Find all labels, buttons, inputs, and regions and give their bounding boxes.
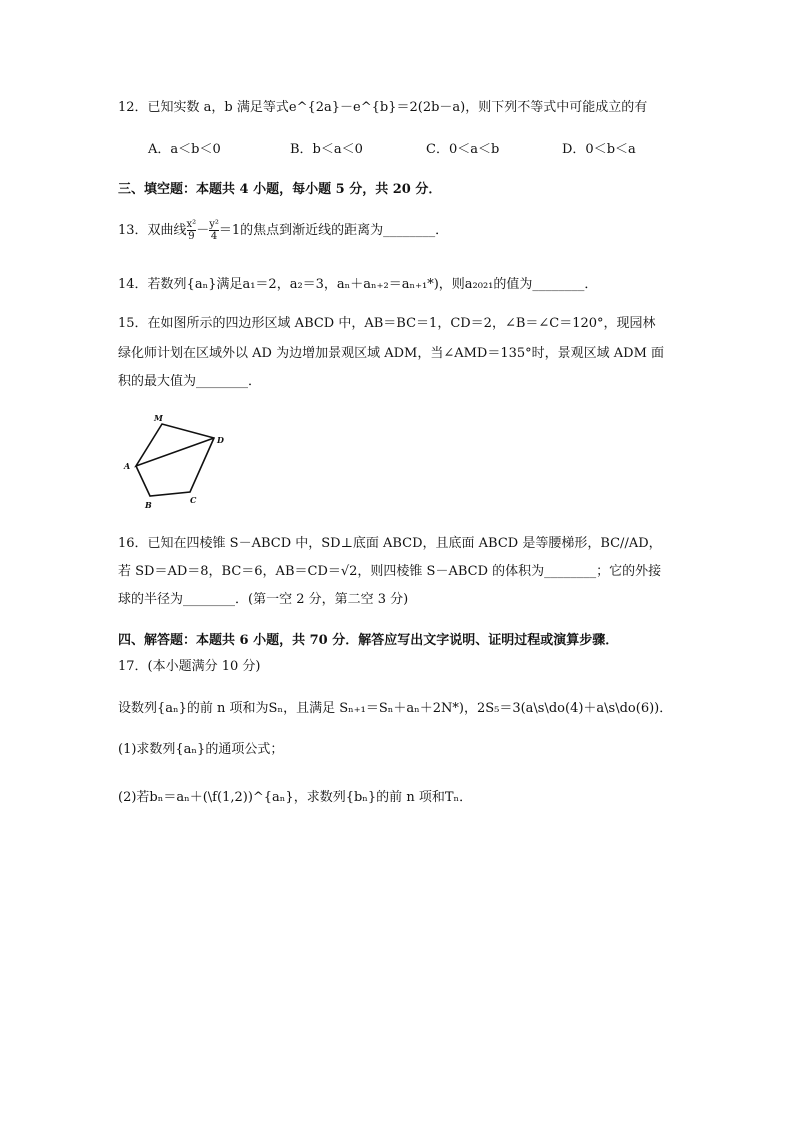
label-b: B — [145, 500, 152, 510]
q12-option-d: D．0＜b＜a — [562, 142, 636, 157]
q13-frac1-den: 9 — [188, 231, 195, 242]
q12-option-b: B．b＜a＜0 — [290, 142, 363, 157]
q13-prefix: 13．双曲线 — [118, 223, 187, 238]
q17-part2: (2)若bₙ＝aₙ＋(\f(1,2))^{aₙ}，求数列{bₙ}的前 n 项和Tₙ． — [118, 790, 473, 805]
q17-stem: 设数列{aₙ}的前 n 项和为Sₙ，且满足 Sₙ₊₁＝Sₙ＋aₙ＋2N*)，2S₅＝3(a\s\do(4)＋a\s\do(6))． — [118, 701, 673, 716]
q13-frac2-den: 4 — [210, 231, 218, 242]
q12-stem: 12．已知实数 a，b 满足等式e^{2a}－e^{b}＝2(2b－a)，则下列不等式中可能成立的有 — [118, 100, 648, 115]
quadrilateral-figure — [118, 410, 238, 516]
figure-edges — [136, 424, 214, 496]
section-fill-in-header: 三、填空题：本题共 4 小题，每小题 5 分，共 20 分． — [118, 182, 442, 197]
q17-header: 17．(本小题满分 10 分) — [118, 659, 261, 674]
q13-frac2-num: y² — [209, 219, 219, 230]
q13-fraction-x — [187, 219, 197, 242]
q13-fraction-y — [209, 219, 219, 242]
q15-line-1: 15．在如图所示的四边形区域 ABCD 中，AB＝BC＝1，CD＝2，∠B＝∠C＝120°，现园林 — [118, 316, 656, 331]
q16-line-2: 若 SD＝AD＝8，BC＝6，AB＝CD＝√2，则四棱锥 S－ABCD 的体积为________；它的外接 — [118, 564, 662, 579]
q15-line-3: 积的最大值为________． — [118, 374, 262, 389]
q17-part1: (1)求数列{aₙ}的通项公式； — [118, 742, 284, 757]
label-d: D — [217, 435, 224, 445]
q13-frac1-num: x² — [186, 219, 197, 230]
q13: 13．双曲线 $\frac{\text{x²}}{9}$ － $\frac{\text{y²}}{4}$ ＝1的焦点到渐近线的距离为________． — [118, 219, 449, 242]
q16-line-3: 球的半径为________．(第一空 2 分，第二空 3 分) — [118, 592, 409, 607]
q12-option-c: C．0＜a＜b — [426, 142, 500, 157]
q16-line-1: 16．已知在四棱锥 S－ABCD 中，SD⊥底面 ABCD，且底面 ABCD 是等腰梯形，BC//AD， — [118, 536, 662, 551]
q14: 14．若数列{aₙ}满足a₁＝2，a₂＝3，aₙ＋aₙ₊₂＝aₙ₊₁*)，则a₂₀₂₁的值为________． — [118, 277, 598, 292]
q13-suffix: ＝1的焦点到渐近线的距离为________． — [218, 223, 449, 238]
label-c: C — [190, 495, 197, 505]
label-a: A — [124, 461, 131, 471]
q12-option-a: A．a＜b＜0 — [148, 142, 221, 157]
label-m: M — [154, 413, 163, 423]
section-answer-header: 四、解答题：本题共 6 小题，共 70 分．解答应写出文字说明、证明过程或演算步骤． — [118, 633, 619, 648]
q15-line-2: 绿化师计划在区域外以 AD 为边增加景观区域 ADM，当∠AMD＝135°时，景观区域 ADM 面 — [118, 346, 665, 361]
